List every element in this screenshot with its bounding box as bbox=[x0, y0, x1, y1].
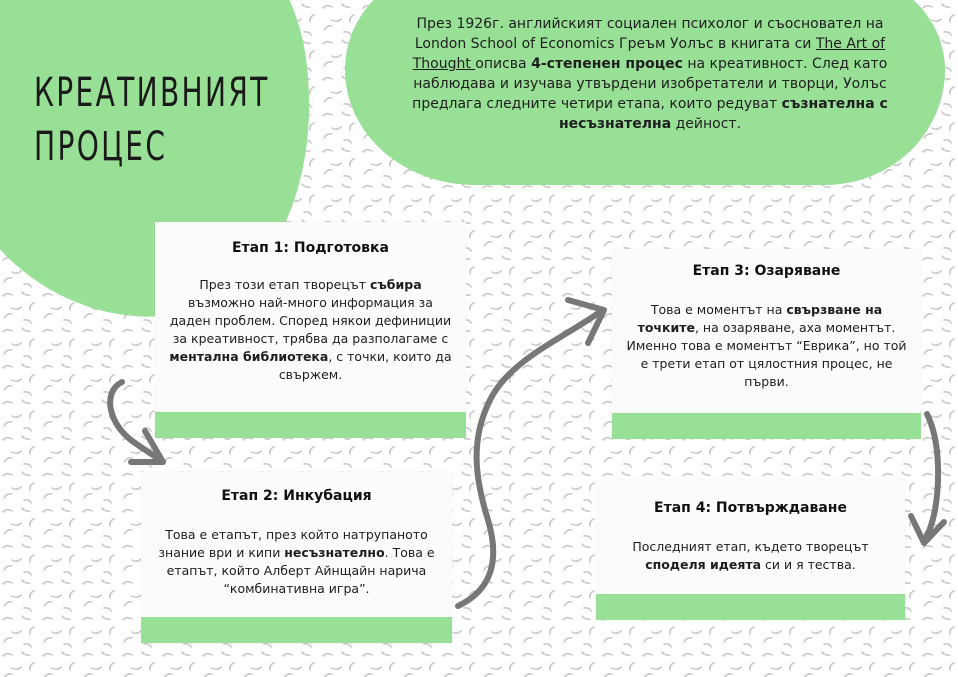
stage-3-bold-a: свързване на точките bbox=[637, 302, 883, 335]
stage-1-text-c: , с точки, които да свържем. bbox=[278, 349, 452, 382]
stage-2-bold-a: несъзнателно bbox=[284, 545, 385, 560]
book-title-link[interactable]: The Art of Thought bbox=[412, 36, 886, 72]
stage-3-green-bar bbox=[612, 413, 921, 439]
stage-1-card bbox=[155, 222, 466, 438]
stage-2-card bbox=[141, 472, 452, 643]
stage-2-text-a: Това е етапът, през който натрупаното знание ври и кипи bbox=[158, 527, 428, 560]
title-line-1: КРЕАТИВНИЯТ bbox=[34, 70, 270, 116]
intro-text bbox=[390, 14, 910, 134]
intro-bold-1: 4-степенен процес bbox=[531, 56, 683, 72]
stage-2-green-bar bbox=[141, 617, 452, 643]
stage-4-card bbox=[596, 480, 905, 620]
stage-1-text bbox=[167, 276, 454, 384]
stage-3-text-a: Това е моментът на bbox=[650, 302, 787, 317]
stage-1-text-a: През този етап творецът bbox=[199, 277, 370, 292]
stage-1-bold-a: събира bbox=[369, 277, 422, 292]
stage-1-green-bar bbox=[155, 412, 466, 438]
intro-part-4: дейност. bbox=[671, 116, 742, 132]
intro-part-1: През 1926г. английският социален психолог и съосновател на London School of Economics Греъм Уолъс в книгата си bbox=[414, 16, 884, 52]
stage-2-text-b: . Това е етапът, който Алберт Айнщайн нарича “комбинативна игра”. bbox=[166, 545, 435, 596]
stage-4-heading: Етап 4: Потвърждаване bbox=[654, 500, 847, 516]
stage-3-text bbox=[624, 301, 909, 391]
page-title bbox=[34, 66, 270, 174]
stage-2-text bbox=[155, 526, 438, 598]
intro-part-3: на креативност. След като наблюдава и изучава утвърдени изобретатели и творци, Уолъс предлага следните четири етапа, които редуват bbox=[412, 56, 888, 112]
stage-3-text-b: , на озаряване, аха моментът. Именно това е моментът “Еврика”, но той е трети етап от цялостния процес, не първи. bbox=[626, 320, 907, 389]
stage-3-heading: Етап 3: Озаряване bbox=[692, 263, 841, 279]
stage-2-heading: Етап 2: Инкубация bbox=[221, 488, 372, 504]
stage-4-bold-a: споделя идеята bbox=[645, 557, 762, 572]
intro-bold-2: съзнателна с несъзнателна bbox=[558, 96, 888, 132]
stage-4-green-bar bbox=[596, 594, 905, 620]
stage-1-bold-b: ментална библиотека bbox=[169, 349, 329, 364]
stage-1-heading: Етап 1: Подготовка bbox=[231, 240, 389, 256]
stage-4-text-b: си и я тества. bbox=[761, 557, 856, 572]
stage-3-card bbox=[612, 249, 921, 439]
intro-part-2: описва bbox=[475, 56, 532, 72]
title-line-2: ПРОЦЕС bbox=[34, 124, 168, 170]
stage-1-text-b: възможно най-много информация за даден проблем. Според някои дефиниции за креативност, трябва да разполагаме с bbox=[169, 295, 452, 346]
stage-4-text bbox=[610, 538, 891, 574]
stage-4-text-a: Последният етап, където творецът bbox=[632, 539, 869, 554]
